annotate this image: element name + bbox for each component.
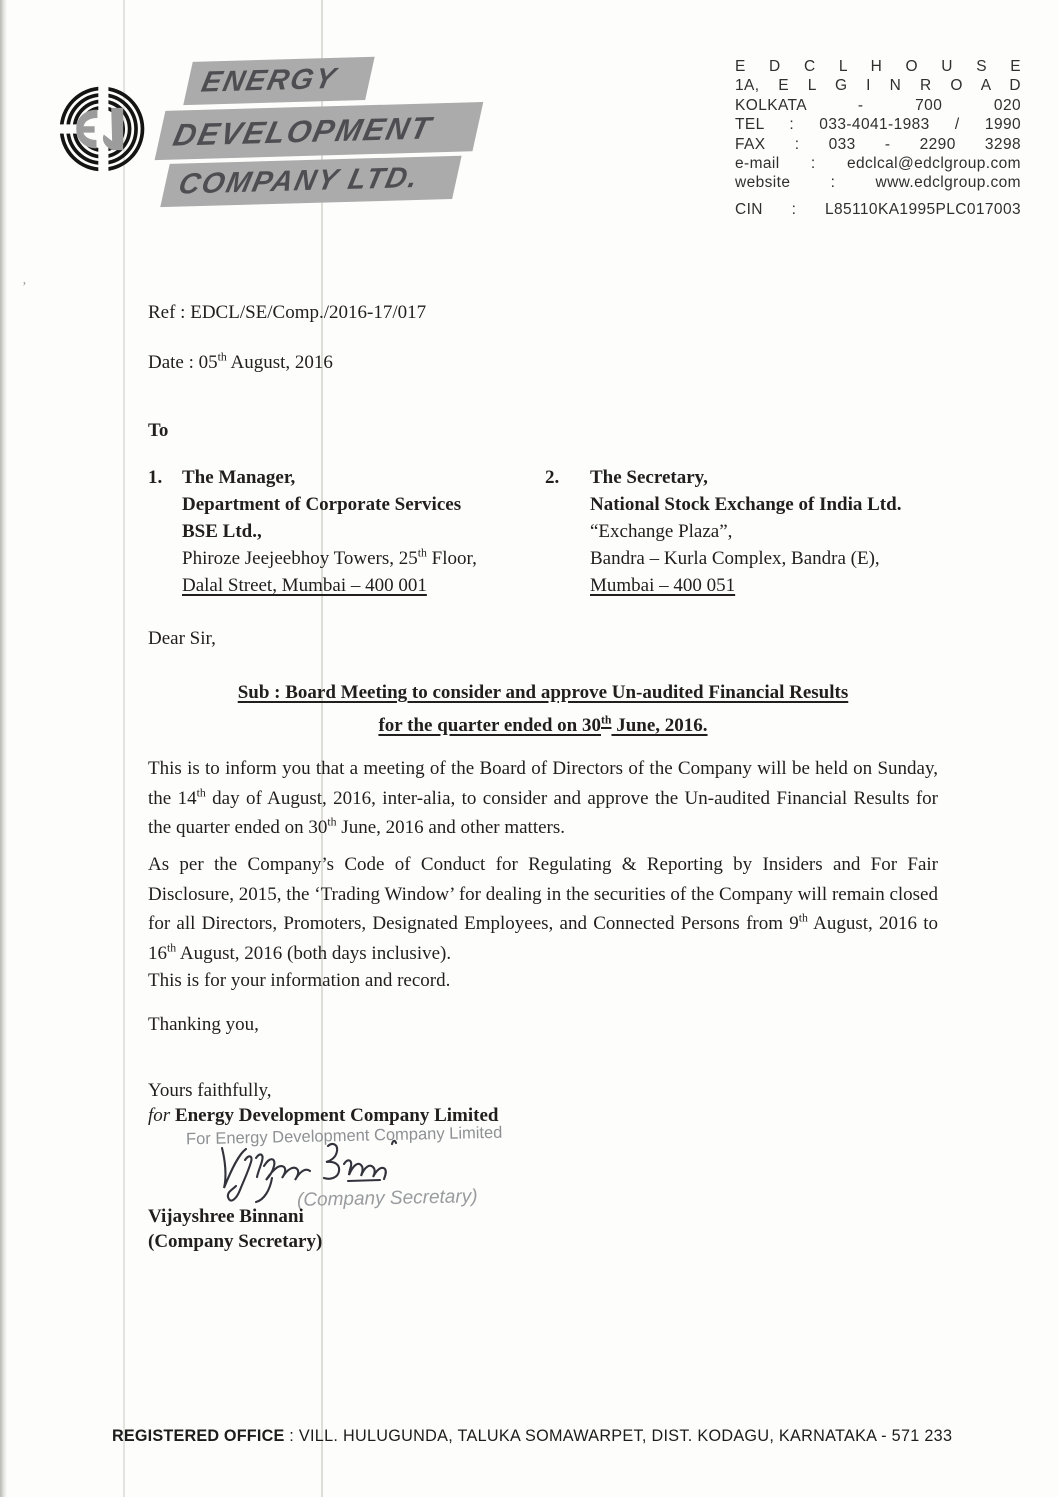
subject-line-1: Sub : Board Meeting to consider and approve Un-audited Financial Results [237, 682, 849, 703]
recipient-line: Department of Corporate Services [182, 494, 462, 515]
stamp-company-line: For Energy Development Company Limited [185, 1123, 503, 1149]
brand-text-development: DEVELOPMENT [170, 109, 436, 153]
scan-fold-line-left [123, 0, 125, 1497]
registered-office-text: : VILL. HULUGUNDA, TALUKA SOMAWARPET, DIST. KODAGU, KARNATAKA - 571 233 [284, 1427, 953, 1445]
body-paragraph-1: This is to inform you that a meeting of the Board of Directors of the Company will be held on Sunday, the 14th day of August, 2016, inter-alia, to consider and approve the Un-audited Financial Results for the quarter ended on 30th June, 2016 and other matters. [148, 758, 938, 838]
recipient-line: Bandra – Kurla Complex, Bandra (E), [590, 548, 880, 569]
address-line-fax: FAX : 033 - 2290 3298 [735, 135, 1021, 153]
signatory-title: (Company Secretary) [148, 1231, 323, 1252]
address-line-email: e-mail : edclcal@edclgroup.com [735, 155, 1021, 173]
letterhead-address-block [735, 57, 1021, 219]
stamp-title-line: (Company Secretary) [296, 1186, 478, 1211]
brand-text-company-ltd: COMPANY LTD. [175, 161, 423, 201]
registered-office-footer [112, 1427, 972, 1446]
scan-fold-line-right [321, 0, 323, 1497]
address-line-tel: TEL : 033-4041-1983 / 1990 [735, 116, 1021, 134]
address-line-cin: CIN : L85110KA1995PLC017003 [735, 200, 1021, 218]
reference-line: Ref : EDCL/SE/Comp./2016-17/017 [148, 302, 427, 323]
closing-company-line: for Energy Development Company Limited [148, 1105, 499, 1126]
body-paragraph-2: As per the Company’s Code of Conduct for Regulating & Reporting by Insiders and For Fair Disclosure, 2015, the ‘Trading Window’ for dealing in the securities of the Company will remain closed for all Directors, Promoters, Designated Employees, and Connected Persons from 9th August, 2016 to 16th August, 2016 (both days inclusive). [148, 854, 939, 964]
recipient-line: The Manager, [182, 467, 296, 488]
body-paragraph-4: Thanking you, [148, 1014, 259, 1035]
brand-block-development [155, 102, 484, 160]
closing-faithfully: Yours faithfully, [148, 1080, 272, 1101]
signatory-name: Vijayshree Binnani [148, 1206, 304, 1227]
scan-speck-artifact: ’ [22, 280, 27, 295]
recipient-nse [545, 464, 965, 599]
address-line-website: website : www.edclgroup.com [735, 174, 1021, 192]
recipient-line: “Exchange Plaza”, [590, 521, 733, 542]
page-edge-shadow [0, 0, 7, 1497]
salutation: Dear Sir, [148, 628, 216, 649]
brand-block-company-ltd [160, 156, 461, 207]
registered-office-label: REGISTERED OFFICE [112, 1427, 285, 1445]
body-paragraph-3: This is for your information and record. [148, 970, 451, 991]
address-line-house: E D C L H O U S E [735, 58, 1021, 75]
brand-block-energy [183, 57, 374, 105]
recipient-line: Dalal Street, Mumbai – 400 001 [182, 575, 427, 596]
recipient-line: Phiroze Jeejeebhoy Towers, 25th Floor, [182, 546, 477, 569]
recipient-number: 1. [148, 467, 163, 488]
brand-text-energy: ENERGY [198, 62, 341, 99]
subject-line-2: for the quarter ended on 30th June, 2016. [378, 713, 708, 736]
recipient-number: 2. [545, 467, 560, 488]
recipient-line: The Secretary, [590, 467, 708, 488]
recipient-line: BSE Ltd., [182, 521, 262, 542]
recipient-bse [148, 464, 548, 599]
address-line-city: KOLKATA - 700 020 [735, 96, 1021, 114]
address-line-street: 1A, E L G I N R O A D [735, 77, 1021, 95]
recipient-line: Mumbai – 400 051 [590, 575, 736, 596]
recipient-line: National Stock Exchange of India Ltd. [590, 494, 902, 515]
date-line: Date : 05th August, 2016 [148, 350, 333, 373]
to-label: To [148, 420, 169, 441]
edcl-logo-emblem-icon [56, 83, 148, 175]
subject-block [148, 676, 938, 742]
